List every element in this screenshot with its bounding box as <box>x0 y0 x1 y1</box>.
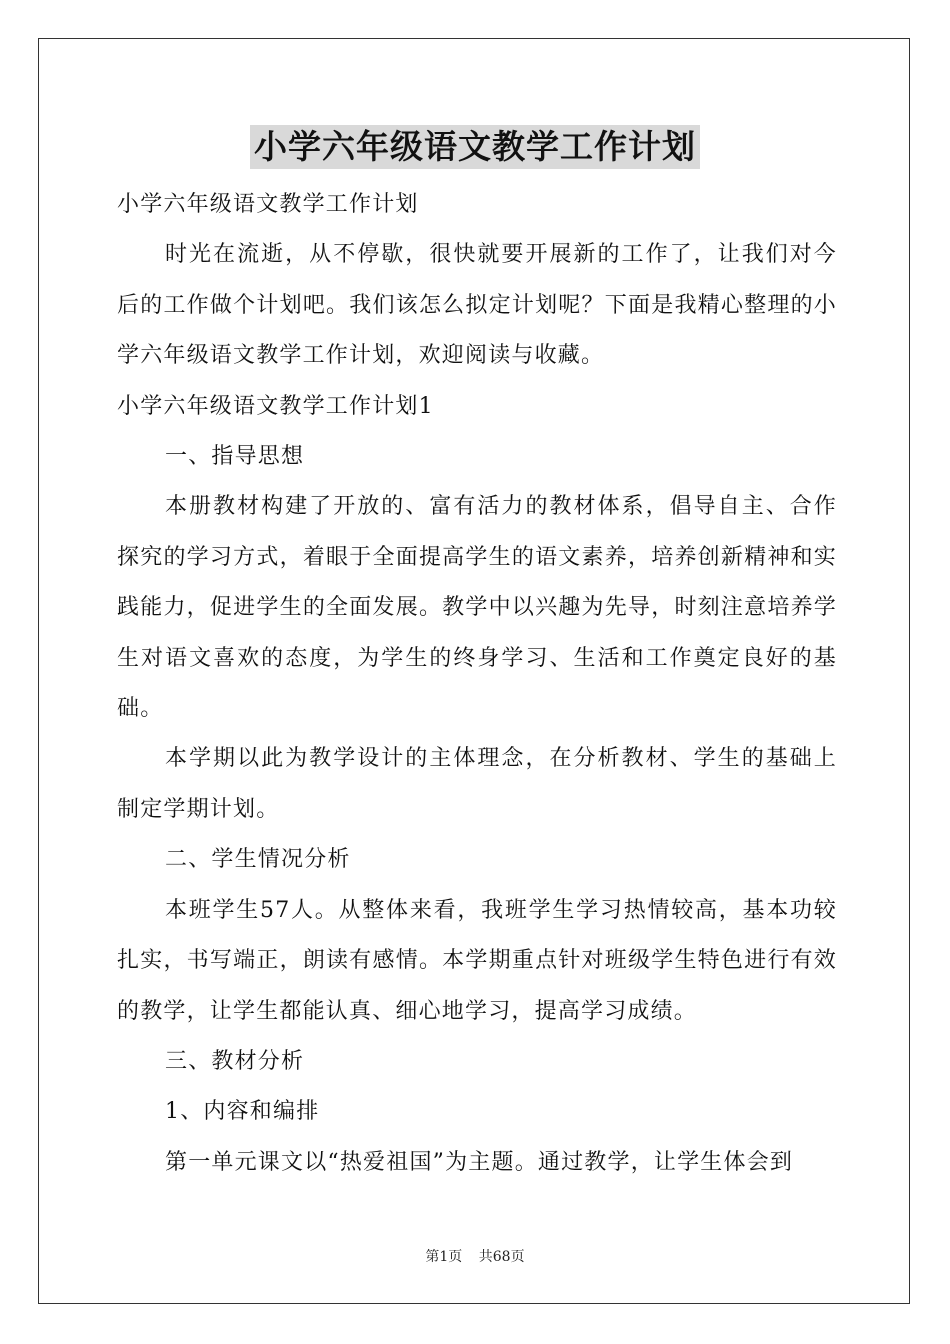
paragraph: 小学六年级语文教学工作计划 <box>117 192 419 217</box>
section-heading: 二、学生情况分析 <box>165 847 351 873</box>
page-total: 共68页 <box>478 1249 525 1265</box>
page-number: 第1页 <box>425 1249 463 1265</box>
section-subtitle: 小学六年级语文教学工作计划1 <box>117 393 434 419</box>
paragraph: 时光在流逝，从不停歇，很快就要开展新的工作了，让我们对今后的工作做个计划吧。我们该怎么拟定计划呢？下面是我精心整理的小学六年级语文教学工作计划，欢迎阅读与收藏。 <box>117 242 837 369</box>
paragraph: 本学期以此为教学设计的主体理念，在分析教材、学生的基础上制定学期计划。 <box>117 746 837 822</box>
document-title: 小学六年级语文教学工作计划 <box>250 125 700 169</box>
title-container <box>0 125 950 169</box>
paragraph: 第一单元课文以“热爱祖国”为主题。通过教学，让学生体会到 <box>165 1149 794 1175</box>
subsection-heading: 1、内容和编排 <box>165 1099 320 1125</box>
page-footer <box>0 1246 950 1266</box>
document-body <box>117 180 837 1188</box>
section-heading: 一、指导思想 <box>165 444 305 470</box>
paragraph: 本班学生57人。从整体来看，我班学生学习热情较高，基本功较扎实，书写端正，朗读有感情。本学期重点针对班级学生特色进行有效的教学，让学生都能认真、细心地学习，提高学习成绩。 <box>117 897 837 1024</box>
paragraph: 本册教材构建了开放的、富有活力的教材体系，倡导自主、合作探究的学习方式，着眼于全面提高学生的语文素养，培养创新精神和实践能力，促进学生的全面发展。教学中以兴趣为先导，时刻注意培养学生对语文喜欢的态度，为学生的终身学习、生活和工作奠定良好的基础。 <box>117 494 837 722</box>
section-heading: 三、教材分析 <box>165 1048 305 1074</box>
